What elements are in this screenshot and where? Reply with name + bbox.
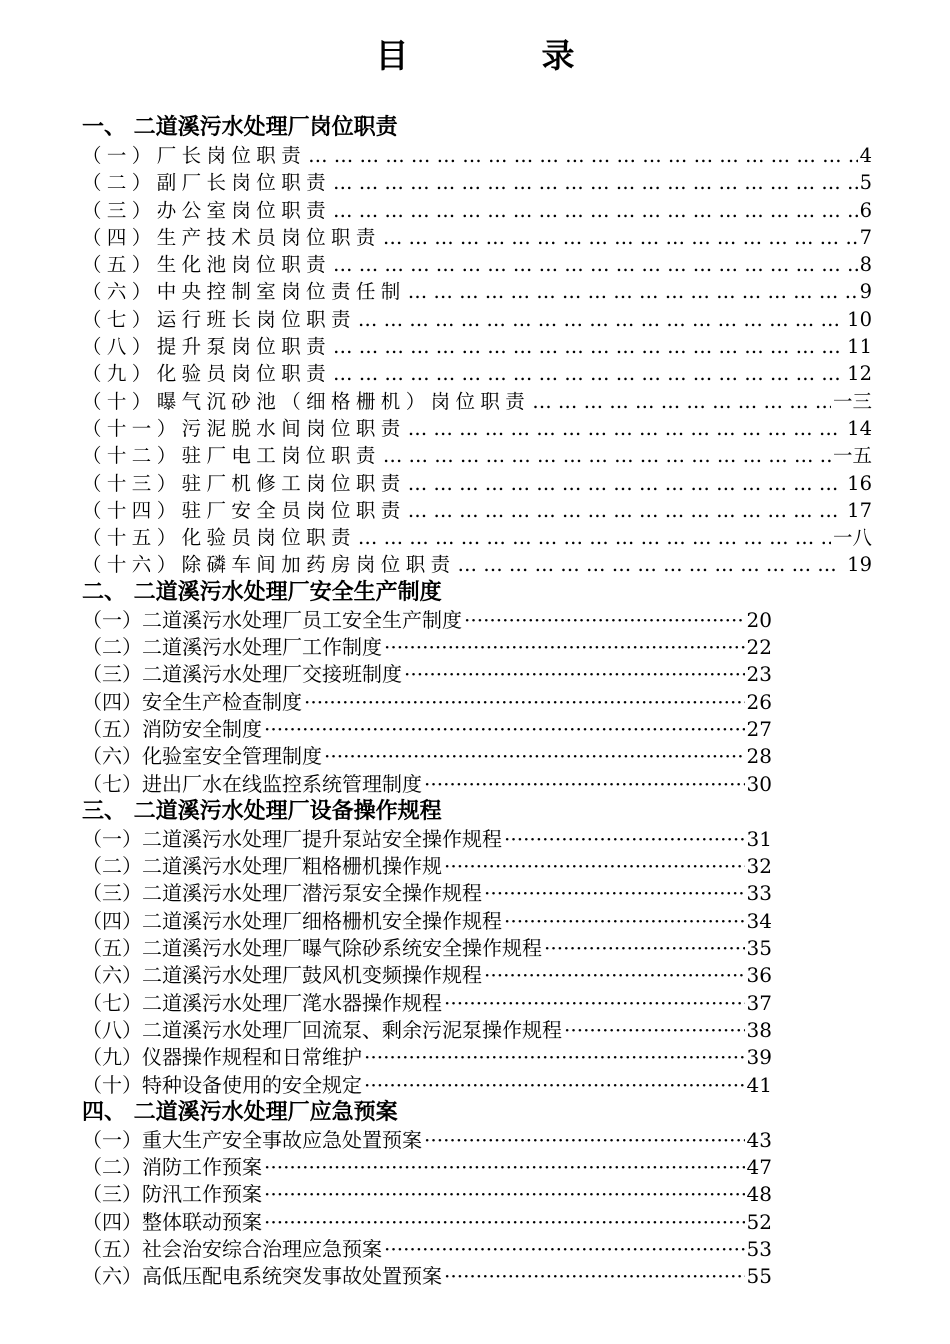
- toc-entry[interactable]: [82, 251, 872, 278]
- section-heading: 二、 二道溪污水处理厂安全生产制度: [82, 579, 442, 605]
- toc-entry-page-number: 43: [746, 1127, 772, 1152]
- dot-leader: [333, 251, 858, 278]
- toc-entry-page-number: 37: [746, 990, 772, 1015]
- dot-leader: [532, 388, 831, 415]
- toc-entry[interactable]: [82, 990, 772, 1017]
- toc-entry-page-number: 31: [746, 826, 772, 851]
- toc-entry-label: （五）消防安全制度: [82, 716, 262, 741]
- toc-entry-page-number: 17: [847, 498, 872, 522]
- toc-entry-page-number: 一三: [832, 389, 872, 413]
- toc-entry-label: （三）防汛工作预案: [82, 1182, 262, 1207]
- toc-entry-page-number: 52: [746, 1209, 772, 1234]
- toc-entry-page-number: 14: [847, 416, 872, 440]
- toc-entry[interactable]: [82, 1209, 772, 1236]
- dot-leader: [464, 607, 745, 634]
- toc-entry-label: （六）二道溪污水处理厂鼓风机变频操作规程: [82, 963, 482, 988]
- dot-leader: [424, 771, 745, 798]
- toc-entry-page-number: 41: [746, 1072, 772, 1097]
- toc-entry-page-number: 26: [746, 689, 772, 714]
- toc-entry[interactable]: [82, 743, 772, 770]
- toc-entry-label: （二）二道溪污水处理厂粗格栅机操作规: [82, 854, 442, 879]
- toc-entry[interactable]: [82, 470, 872, 497]
- dot-leader: [408, 415, 845, 442]
- dot-leader: [364, 1072, 745, 1099]
- dot-leader: [333, 169, 858, 196]
- dot-leader: [324, 743, 745, 770]
- dot-leader: [304, 689, 745, 716]
- toc-entry[interactable]: [82, 853, 772, 880]
- toc-entry-label: （六）高低压配电系统突发事故处置预案: [82, 1264, 442, 1289]
- toc-entry[interactable]: [82, 333, 872, 360]
- toc-entry[interactable]: [82, 169, 872, 196]
- toc-entry-page-number: 48: [746, 1182, 772, 1207]
- toc-entry-label: （四）生产技术员岗位职责: [82, 225, 381, 249]
- page-title: 目 录: [375, 36, 625, 75]
- toc-entry-label: （八）二道溪污水处理厂回流泵、剩余污泥泵操作规程: [82, 1017, 562, 1042]
- dot-leader: [333, 197, 858, 224]
- toc-entry-label: （十一）污泥脱水间岗位职责: [82, 416, 406, 440]
- toc-entry-page-number: 30: [746, 771, 772, 796]
- toc-entry[interactable]: [82, 278, 872, 305]
- toc-entry-label: （四）安全生产检查制度: [82, 689, 302, 714]
- toc-entry[interactable]: [82, 1044, 772, 1071]
- toc-entry-label: （十）特种设备使用的安全规定: [82, 1072, 362, 1097]
- toc-entry-label: （六）化验室安全管理制度: [82, 744, 322, 769]
- toc-entry-page-number: 9: [859, 280, 872, 304]
- dot-leader: [404, 661, 745, 688]
- toc-entry-label: （十）曝气沉砂池（细格栅机）岗位职责: [82, 389, 531, 413]
- toc-entry-label: （七）进出厂水在线监控系统管理制度: [82, 771, 422, 796]
- toc-entry-label: （五）生化池岗位职责: [82, 253, 332, 277]
- toc-entry[interactable]: [82, 634, 772, 661]
- toc-entry[interactable]: [82, 360, 872, 387]
- toc-section-4: [82, 1099, 772, 1291]
- toc-section-1: [82, 114, 872, 579]
- toc-entry[interactable]: [82, 771, 772, 798]
- toc-entry[interactable]: [82, 306, 872, 333]
- toc-entry-label: （八）提升泵岗位职责: [82, 335, 332, 359]
- toc-entry-label: （九）仪器操作规程和日常维护: [82, 1045, 362, 1070]
- toc-entry[interactable]: [82, 962, 772, 989]
- dot-leader: [308, 142, 857, 169]
- toc-entry-page-number: 10: [847, 307, 872, 331]
- toc-entry[interactable]: [82, 880, 772, 907]
- dot-leader: [333, 333, 845, 360]
- toc-entry-page-number: 34: [746, 908, 772, 933]
- dot-leader: [458, 551, 846, 578]
- toc-entry-page-number: 28: [746, 744, 772, 769]
- toc-entry[interactable]: [82, 689, 772, 716]
- toc-entry[interactable]: [82, 524, 872, 551]
- toc-entry-label: （三）办公室岗位职责: [82, 198, 332, 222]
- dot-leader: [384, 1236, 745, 1263]
- dot-leader: [544, 935, 745, 962]
- dot-leader: [484, 880, 745, 907]
- toc-entry-label: （四）二道溪污水处理厂细格栅机安全操作规程: [82, 908, 502, 933]
- toc-entry-label: （一）二道溪污水处理厂提升泵站安全操作规程: [82, 826, 502, 851]
- toc-entry-page-number: 7: [859, 225, 872, 249]
- toc-entry-page-number: 35: [746, 936, 772, 961]
- dot-leader: [444, 853, 745, 880]
- section-heading: 四、 二道溪污水处理厂应急预案: [82, 1099, 398, 1125]
- toc-entry-page-number: 12: [847, 362, 872, 386]
- toc-entry[interactable]: [82, 1017, 772, 1044]
- toc-entry-page-number: 8: [859, 253, 872, 277]
- toc-entry-page-number: 20: [746, 607, 772, 632]
- toc-entry-page-number: 55: [746, 1264, 772, 1289]
- toc-entry-page-number: 22: [746, 635, 772, 660]
- dot-leader: [358, 306, 845, 333]
- toc-entry-page-number: 19: [847, 553, 872, 577]
- toc-entry-page-number: 23: [746, 662, 772, 687]
- toc-entry-label: （十五）化验员岗位职责: [82, 526, 356, 550]
- toc-entry-label: （一）厂长岗位职责: [82, 144, 307, 167]
- toc-entry-page-number: 53: [746, 1236, 772, 1261]
- toc-entry[interactable]: [82, 661, 772, 688]
- toc-entry-label: （二）消防工作预案: [82, 1155, 262, 1180]
- toc-entry-label: （十三）驻厂机修工岗位职责: [82, 471, 406, 495]
- dot-leader: [504, 826, 745, 853]
- toc-entry-page-number: 5: [859, 171, 872, 195]
- toc-entry-page-number: 33: [746, 881, 772, 906]
- dot-leader: [264, 1181, 745, 1208]
- toc-entry[interactable]: [82, 908, 772, 935]
- section-heading: 一、 二道溪污水处理厂岗位职责: [82, 115, 398, 140]
- toc-entry[interactable]: [82, 1127, 772, 1154]
- toc-entry[interactable]: [82, 442, 872, 469]
- dot-leader: [264, 1154, 745, 1181]
- toc-entry[interactable]: [82, 607, 772, 634]
- dot-leader: [383, 442, 831, 469]
- dot-leader: [564, 1017, 745, 1044]
- dot-leader: [424, 1127, 745, 1154]
- toc-entry-label: （十六）除磷车间加药房岗位职责: [82, 553, 456, 577]
- dot-leader: [333, 360, 845, 387]
- dot-leader: [408, 278, 858, 305]
- toc-entry-page-number: 47: [746, 1155, 772, 1180]
- toc-entry-page-number: 一八: [832, 526, 872, 550]
- toc-entry[interactable]: [82, 935, 772, 962]
- section-heading: 三、 二道溪污水处理厂设备操作规程: [82, 798, 442, 824]
- toc-section-3: [82, 798, 772, 1099]
- toc-entry-page-number: 一五: [832, 444, 872, 468]
- toc-entry-page-number: 6: [859, 198, 872, 222]
- dot-leader: [264, 1209, 745, 1236]
- toc-entry-label: （三）二道溪污水处理厂交接班制度: [82, 662, 402, 687]
- toc-entry-page-number: 27: [746, 716, 772, 741]
- toc-entry-label: （十二）驻厂电工岗位职责: [82, 444, 381, 468]
- toc-entry-page-number: 39: [746, 1045, 772, 1070]
- toc-entry[interactable]: [82, 1154, 772, 1181]
- table-of-contents: [82, 114, 872, 1291]
- toc-entry-label: （七）二道溪污水处理厂滗水器操作规程: [82, 990, 442, 1015]
- toc-entry-label: （三）二道溪污水处理厂潜污泵安全操作规程: [82, 881, 482, 906]
- toc-entry-label: （一）重大生产安全事故应急处置预案: [82, 1127, 422, 1152]
- toc-entry-label: （二）二道溪污水处理厂工作制度: [82, 635, 382, 660]
- toc-entry-label: （七）运行班长岗位职责: [82, 307, 356, 331]
- dot-leader: [264, 716, 745, 743]
- toc-entry-label: （五）社会治安综合治理应急预案: [82, 1236, 382, 1261]
- toc-entry-page-number: 4: [859, 144, 872, 167]
- toc-entry[interactable]: [82, 1236, 772, 1263]
- toc-entry-page-number: 16: [847, 471, 872, 495]
- toc-entry[interactable]: [82, 415, 872, 442]
- toc-entry-label: （九）化验员岗位职责: [82, 362, 332, 386]
- dot-leader: [358, 524, 831, 551]
- toc-entry-label: （六）中央控制室岗位责任制: [82, 280, 406, 304]
- toc-entry[interactable]: [82, 224, 872, 251]
- toc-entry-label: （十四）驻厂安全员岗位职责: [82, 498, 406, 522]
- toc-entry-label: （二）副厂长岗位职责: [82, 171, 332, 195]
- toc-entry[interactable]: [82, 1072, 772, 1099]
- toc-entry[interactable]: [82, 826, 772, 853]
- dot-leader: [384, 634, 745, 661]
- dot-leader: [444, 990, 745, 1017]
- toc-entry[interactable]: [82, 716, 772, 743]
- dot-leader: [408, 497, 845, 524]
- toc-entry-label: （五）二道溪污水处理厂曝气除砂系统安全操作规程: [82, 936, 542, 961]
- toc-entry[interactable]: [82, 142, 872, 169]
- toc-entry-label: （四）整体联动预案: [82, 1209, 262, 1234]
- dot-leader: [504, 908, 745, 935]
- toc-entry[interactable]: [82, 197, 872, 224]
- toc-entry-label: （一）二道溪污水处理厂员工安全生产制度: [82, 607, 462, 632]
- toc-entry-page-number: 38: [746, 1017, 772, 1042]
- toc-entry-page-number: 36: [746, 963, 772, 988]
- toc-section-2: [82, 579, 772, 798]
- dot-leader: [484, 962, 745, 989]
- toc-entry[interactable]: [82, 388, 872, 415]
- toc-entry[interactable]: [82, 551, 872, 578]
- dot-leader: [364, 1044, 745, 1071]
- dot-leader: [444, 1263, 745, 1290]
- toc-entry[interactable]: [82, 1181, 772, 1208]
- toc-entry[interactable]: [82, 497, 872, 524]
- dot-leader: [408, 470, 845, 497]
- toc-entry-page-number: 32: [746, 854, 772, 879]
- toc-entry-page-number: 11: [847, 335, 872, 359]
- toc-entry[interactable]: [82, 1263, 772, 1290]
- dot-leader: [383, 224, 858, 251]
